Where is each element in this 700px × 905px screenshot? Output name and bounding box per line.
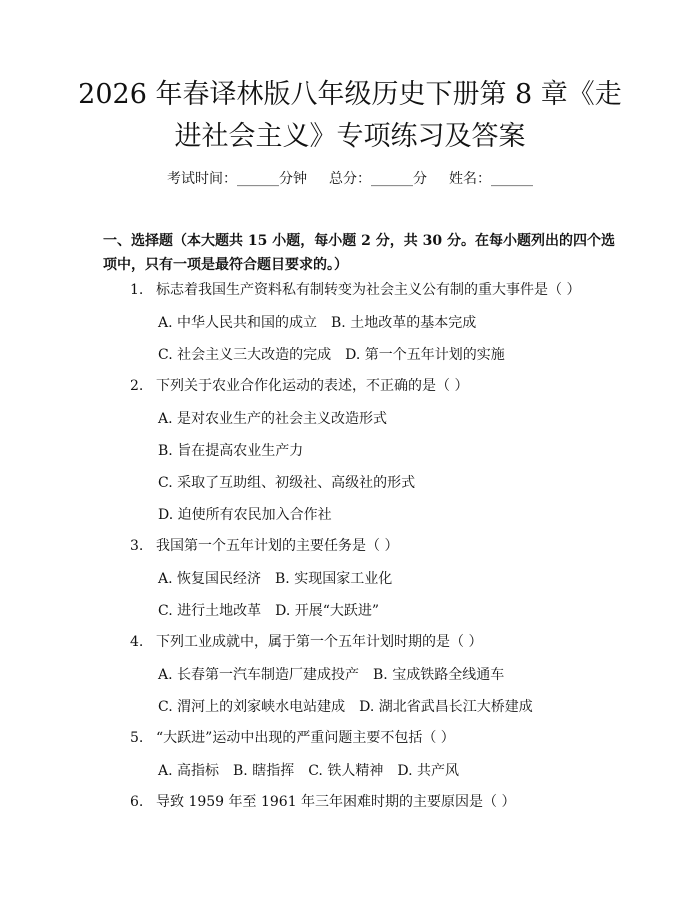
question-4-options-row-2 [158,698,618,716]
question-1 [130,281,610,299]
question-text: 标志着我国生产资料私有制转变为社会主义公有制的重大事件是（ ） [156,282,581,298]
option-d: D. 共产风 [397,763,459,779]
section-heading-line-2: 项中，只有一项是最符合题目要求的。） [103,257,348,273]
question-3-options-row-1 [158,570,618,588]
question-text: 下列关于农业合作化运动的表述，不正确的是（ ） [156,378,469,394]
option-a: A. 中华人民共和国的成立 [158,315,318,331]
option-b: B. 瞎指挥 [233,763,295,779]
student-name-field: 姓名：______ [449,171,533,187]
question-4 [130,633,610,651]
exam-time-field: 考试时间：______分钟 [167,171,307,187]
section-heading-line-1: 一、选择题（本大题共 15 小题，每小题 2 分，共 30 分。在每小题列出的四个选 [103,233,615,249]
title-line-1: 2026 年春译林版八年级历史下册第 8 章《走 [78,79,622,110]
option-c: C. 进行土地改革 [158,603,262,619]
question-2-option-b: B. 旨在提高农业生产力 [158,443,304,459]
question-2-option-d: D. 迫使所有农民加入合作社 [158,507,332,523]
question-1-options-row-1 [158,314,618,332]
question-number: 2. [130,378,144,394]
question-3-options-row-2 [158,602,618,620]
question-number: 1. [130,282,144,298]
option-b: B. 土地改革的基本完成 [331,315,477,331]
option-a: A. 长春第一汽车制造厂建成投产 [158,667,360,683]
option-c: C. 社会主义三大改造的完成 [158,347,332,363]
question-2 [130,377,610,395]
option-a: A. 恢复国民经济 [158,571,262,587]
question-2-option-c: C. 采取了互助组、初级社、高级社的形式 [158,475,416,491]
question-5 [130,729,610,747]
total-score-field: 总分：______分 [329,171,427,187]
question-number: 3. [130,538,144,554]
option-d: D. 开展“大跃进” [275,603,380,619]
option-b: B. 实现国家工业化 [275,571,393,587]
option-d: D. 第一个五年计划的实施 [345,347,505,363]
question-number: 5. [130,730,144,746]
question-text: “大跃进”运动中出现的严重问题主要不包括（ ） [156,730,455,746]
question-number: 6. [130,794,144,810]
question-number: 4. [130,634,144,650]
title-line-2: 进社会主义》专项练习及答案 [174,121,526,152]
question-5-options-row [158,762,618,780]
option-a: A. 高指标 [158,763,220,779]
question-text: 导致 1959 年至 1961 年三年困难时期的主要原因是（ ） [156,794,516,810]
section-heading [103,229,623,277]
option-d: D. 湖北省武昌长江大桥建成 [359,699,533,715]
question-4-options-row-1 [158,666,618,684]
option-c: C. 铁人精神 [308,763,384,779]
exam-meta [100,170,600,188]
question-2-option-a: A. 是对农业生产的社会主义改造形式 [158,411,388,427]
question-6 [130,793,610,811]
option-b: B. 宝成铁路全线通车 [373,667,505,683]
document-title [70,74,630,158]
option-c: C. 渭河上的刘家峡水电站建成 [158,699,346,715]
question-text: 下列工业成就中，属于第一个五年计划时期的是（ ） [156,634,483,650]
question-1-options-row-2 [158,346,618,364]
question-3 [130,537,610,555]
question-text: 我国第一个五年计划的主要任务是（ ） [156,538,399,554]
